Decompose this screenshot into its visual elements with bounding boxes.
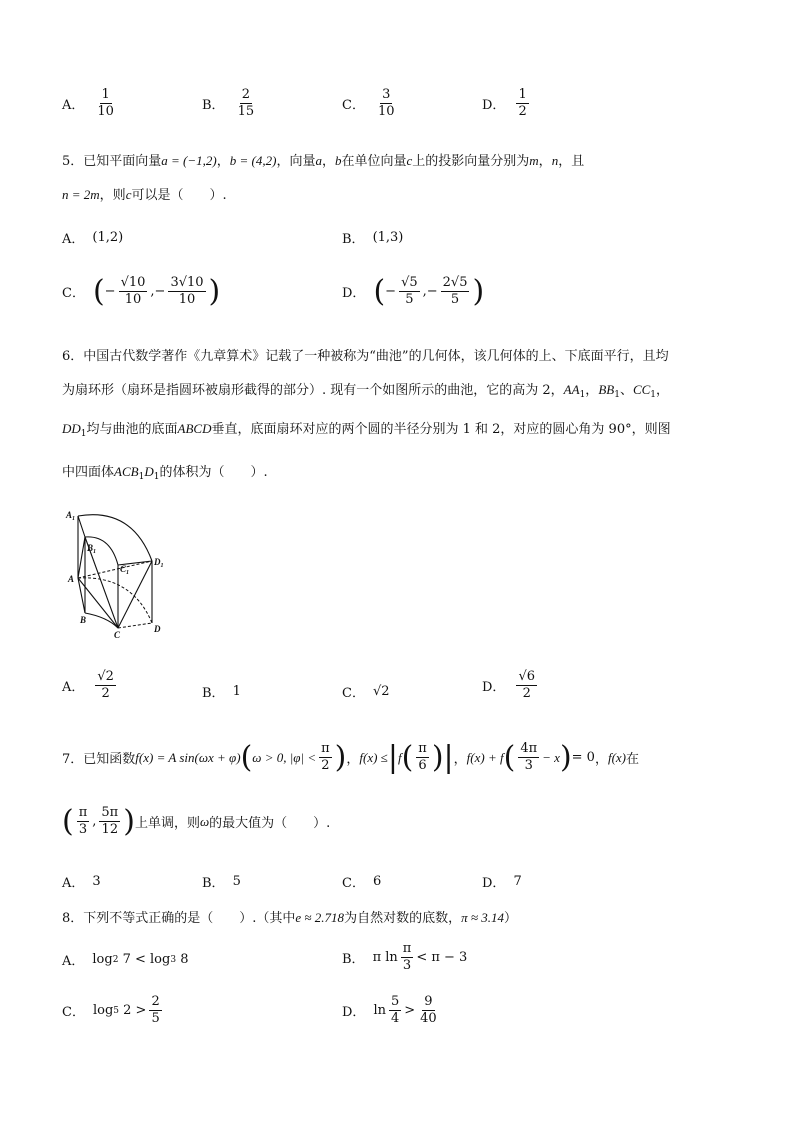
- q4-option-b: B． $\frac{2}{15}$: [202, 87, 255, 120]
- q5-stem-line2: n = 2m，则c可以是（ ）.: [62, 187, 227, 203]
- q6-option-a: A． $\frac{√2}{2}$: [62, 669, 114, 702]
- label-c: C: [114, 630, 121, 640]
- fraction: $\frac{\pi}{6}$: [418, 741, 427, 774]
- figure-hidden-lines: [78, 561, 152, 628]
- edge-a1b1: [78, 516, 85, 537]
- q7-option-b: B． 5: [202, 874, 241, 891]
- edge-cd-hidden: [118, 623, 152, 628]
- fraction: $\frac{3√10}{10}$: [170, 275, 204, 308]
- fraction: $\frac{1}{10}$: [97, 87, 114, 120]
- q5-option-a: A． (1,2): [62, 230, 124, 247]
- label-d1: $D_1$: [154, 557, 164, 569]
- q8-option-a: A． log 2 7 < log 3 8: [62, 952, 189, 969]
- q7-option-d: D． 7: [482, 874, 522, 891]
- q7-stem-line1: 7．已知函数 f(x) = A sin(ωx + φ) ( ω > 0, |φ| < $\frac{\pi}{2}$ ) ， f(x) ≤ | f ( $\frac{\pi}{6}$ )| ， f(x) + f ( $\frac{4\pi}{3}$ − x ) = 0 ， f(x) 在: [62, 739, 640, 775]
- q5-stem-line1: 5．已知平面向量a = (−1,2)，b = (4,2)，向量a，b在单位向量c上的投影向量分别为m，n，且: [62, 153, 585, 169]
- q4-option-a: A． $\frac{1}{10}$: [62, 87, 114, 120]
- label-c1: $C_1$: [120, 564, 130, 576]
- q6-option-d: D． $\frac{√6}{2}$: [482, 669, 535, 702]
- edge-ad1-hidden: [78, 561, 152, 578]
- q5-option-b: B． (1,3): [342, 230, 404, 247]
- fraction: $\frac{1}{2}$: [518, 87, 527, 120]
- q6-option-b: B． 1: [202, 684, 241, 701]
- label-b: B: [80, 615, 87, 625]
- label-b1: $B_1$: [87, 543, 97, 555]
- q8-option-b: B． π ln $\frac{\pi}{3}$ < π − 3: [342, 941, 468, 974]
- figure-lines: [78, 515, 152, 628]
- fraction: $\frac{3}{10}$: [377, 87, 395, 120]
- fraction: $\frac{√10}{10}$: [120, 275, 146, 308]
- q6-figure-curved-pool: [62, 505, 172, 640]
- q8-option-d: D． ln $\frac{5}{4}$ > $\frac{9}{40}$: [342, 994, 437, 1027]
- top-outer-arc: [78, 515, 152, 561]
- fraction: $\frac{√5}{5}$: [401, 275, 418, 308]
- q8-option-c: C． log 5 2 > $\frac{2}{5}$: [62, 994, 160, 1027]
- fraction: $\frac{9}{40}$: [420, 994, 437, 1027]
- bottom-outer-arc-hidden: [78, 578, 152, 623]
- fraction: $\frac{√6}{2}$: [518, 669, 535, 702]
- q6-stem-line1: 6．中国古代数学著作《九章算术》记载了一种被称为“曲池”的几何体，该几何体的上、下底面平行，且均: [62, 349, 669, 364]
- q6-stem-line2: 为扇环形（扇环是指圆环被扇形截得的部分）. 现有一个如图所示的曲池，它的高为 2，$AA_1$，$BB_1$、$CC_1$，: [62, 382, 670, 400]
- fraction: $\frac{2}{5}$: [151, 994, 160, 1027]
- q7-option-a: A． 3: [62, 874, 101, 891]
- label-a: A: [68, 574, 75, 584]
- q5-option-d: D． ( − $\frac{√5}{5}$ ,− $\frac{2√5}{5}$ ): [342, 273, 485, 309]
- fraction: $\frac{√2}{2}$: [97, 669, 114, 702]
- fraction: $\frac{\pi}{3}$: [78, 805, 88, 838]
- q5-option-c: C． ( − $\frac{√10}{10}$ ,− $\frac{3√10}{10}$ ): [62, 273, 221, 309]
- label-d: D: [154, 624, 161, 634]
- q4-option-c: C． $\frac{3}{10}$: [342, 87, 395, 120]
- fraction: $\frac{5\pi}{12}$: [101, 805, 119, 838]
- q8-stem: 8．下列不等式正确的是（ ）.（其中e ≈ 2.718为自然对数的底数，π ≈ 3.14）: [62, 910, 517, 926]
- q6-stem-line3: $DD_1$均与曲池的底面ABCD垂直，底面扇环对应的两个圆的半径分别为 1 和 2，对应的圆心角为 90°，则图: [62, 421, 671, 439]
- fraction: $\frac{2}{15}$: [237, 87, 255, 120]
- q7-stem-line2: ( $\frac{\pi}{3}$ , $\frac{5\pi}{12}$ ) 上单调，则 ω 的最大值为（ ）.: [62, 803, 331, 839]
- fraction: $\frac{\pi}{2}$: [321, 741, 330, 774]
- figure-labels: [65, 510, 164, 640]
- fraction: $\frac{5}{4}$: [390, 994, 400, 1027]
- q6-option-c: C． √2: [342, 684, 390, 701]
- fraction: $\frac{2√5}{5}$: [442, 275, 468, 308]
- edge-ab1: [78, 537, 85, 578]
- label-a1: $A_1$: [66, 510, 76, 522]
- fraction: $\frac{\pi}{3}$: [402, 941, 412, 974]
- fraction: $\frac{4\pi}{3}$: [520, 741, 538, 774]
- q4-option-d: D． $\frac{1}{2}$: [482, 87, 527, 120]
- q6-stem-line4: 中四面体$ACB_1D_1$的体积为（ ）.: [62, 464, 268, 482]
- q7-option-c: C． 6: [342, 874, 382, 891]
